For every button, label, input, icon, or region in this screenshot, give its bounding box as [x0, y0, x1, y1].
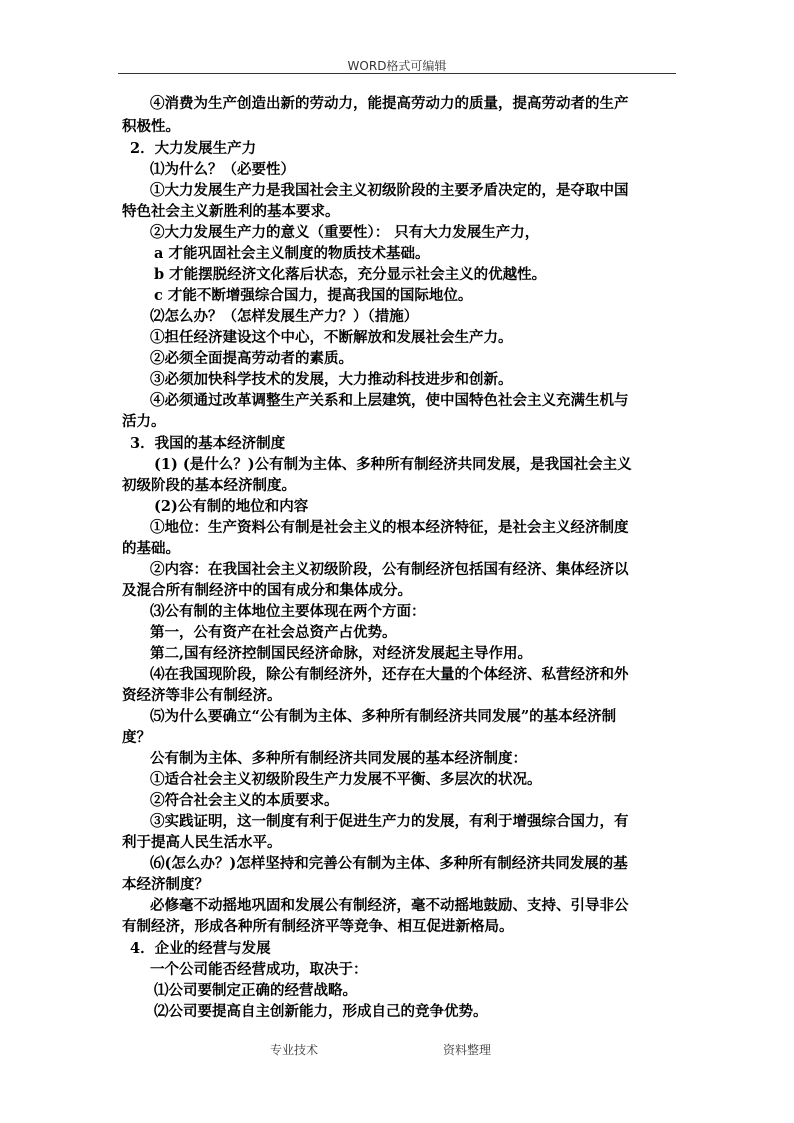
text-line: ①地位：生产资料公有制是社会主义的根本经济特征，是社会主义经济制度 [150, 519, 629, 536]
text-line: (2)公有制的地位和内容 [154, 498, 309, 515]
text-line: 本经济制度？ [122, 876, 209, 893]
text-line: 一个公司能否经营成功，取决于： [150, 961, 368, 978]
section-heading: 2．大力发展生产力 [130, 140, 257, 157]
text-line: ④消费为生产创造出新的劳动力，能提高劳动力的质量，提高劳动者的生产 [150, 95, 629, 112]
header-rule [118, 73, 676, 74]
text-line: ⑸为什么要确立“公有制为主体、多种所有制经济共同发展”的基本经济制 [150, 708, 617, 725]
text-line: 初级阶段的基本经济制度。 [122, 477, 296, 494]
text-line: ④必须通过改革调整生产关系和上层建筑，使中国特色社会主义充满生机与 [150, 392, 629, 409]
text-line: c 才能不断增强综合国力，提高我国的国际地位。 [154, 287, 473, 304]
text-line: 的基础。 [122, 540, 180, 557]
text-line: ①担任经济建设这个中心，不断解放和发展社会生产力。 [150, 329, 513, 346]
text-line: (1) (是什么？)公有制为主体、多种所有制经济共同发展，是我国社会主义 [154, 456, 632, 473]
text-line: ⑵怎么办？（怎样发展生产力？）（措施） [150, 308, 419, 325]
text-line: ③必须加快科学技术的发展，大力推动科技进步和创新。 [150, 371, 513, 388]
text-line: 第二,国有经济控制国民经济命脉，对经济发展起主导作用。 [150, 645, 533, 662]
text-line: 资经济等非公有制经济。 [122, 687, 282, 704]
footer-left: 专业技术 [270, 1043, 319, 1057]
text-line: 利于提高人民生活水平。 [122, 834, 282, 851]
text-line: ⑹(怎么办？)怎样坚持和完善公有制为主体、多种所有制经济共同发展的基 [150, 855, 628, 872]
text-line: ⑴为什么？（必要性） [150, 161, 295, 178]
text-line: ②必须全面提高劳动者的素质。 [150, 350, 353, 367]
text-line: ⑴公司要制定正确的经营战略。 [154, 982, 357, 999]
text-line: ①大力发展生产力是我国社会主义初级阶段的主要矛盾决定的，是夺取中国 [150, 182, 629, 199]
text-line: a 才能巩固社会主义制度的物质技术基础。 [154, 245, 430, 262]
text-line: 积极性。 [122, 118, 180, 135]
text-line: 公有制为主体、多种所有制经济共同发展的基本经济制度： [150, 750, 527, 767]
text-line: ⑶公有制的主体地位主要体现在两个方面： [150, 603, 426, 620]
text-line: b 才能摆脱经济文化落后状态，充分显示社会主义的优越性。 [154, 266, 547, 283]
text-line: 特色社会主义新胜利的基本要求。 [122, 203, 340, 220]
text-line: ⑵公司要提高自主创新能力，形成自己的竞争优势。 [154, 1003, 488, 1020]
text-line: 必修毫不动摇地巩固和发展公有制经济，毫不动摇地鼓励、支持、引导非公 [150, 897, 629, 914]
text-line: ②内容：在我国社会主义初级阶段，公有制经济包括国有经济、集体经济以 [150, 561, 629, 578]
text-line: ②大力发展生产力的意义（重要性）： 只有大力发展生产力， [150, 224, 540, 241]
text-line: 活力。 [122, 413, 166, 430]
footer-right: 资料整理 [443, 1043, 492, 1057]
section-heading: 4．企业的经营与发展 [130, 940, 271, 957]
text-line: ③实践证明，这一制度有利于促进生产力的发展，有利于增强综合国力，有 [150, 813, 629, 830]
page-header: WORD格式可编辑 [347, 59, 447, 73]
text-line: ⑷在我国现阶段，除公有制经济外，还存在大量的个体经济、私营经济和外 [150, 666, 629, 683]
text-line: 及混合所有制经济中的国有成分和集体成分。 [122, 582, 412, 599]
text-line: ①适合社会主义初级阶段生产力发展不平衡、多层次的状况。 [150, 771, 542, 788]
section-heading: 3．我国的基本经济制度 [130, 435, 286, 452]
text-line: 度？ [122, 729, 151, 746]
text-line: 有制经济，形成各种所有制经济平等竞争、相互促进新格局。 [122, 918, 514, 935]
text-line: ②符合社会主义的本质要求。 [150, 792, 339, 809]
text-line: 第一，公有资产在社会总资产占优势。 [150, 624, 397, 641]
